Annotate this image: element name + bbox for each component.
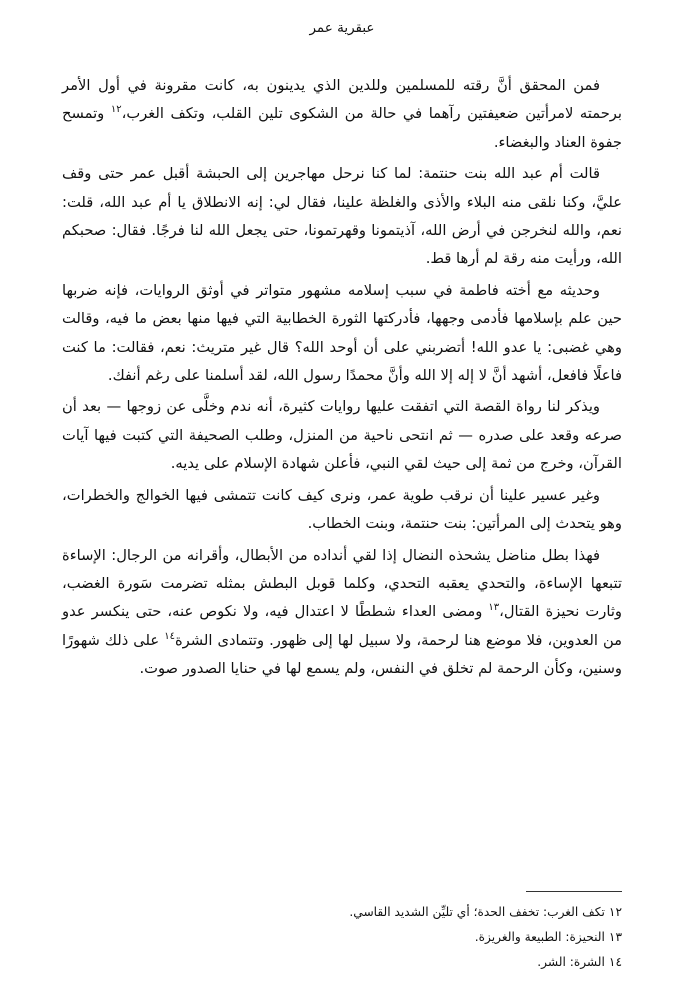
footnote: [62, 900, 622, 925]
footnote-number: ١٢: [608, 905, 622, 919]
footnote-reference[interactable]: ١٤: [164, 630, 175, 642]
footnote-text: تكف الغرب: تخفف الحدة؛ أي تليِّن الشديد القاسي.: [349, 905, 605, 919]
paragraph: قالت أم عبد الله بنت حنتمة: لما كنا نرحل مهاجرين إلى الحبشة أقبل عمر حتى وقف عليَّ، وكنا نلقى منه البلاء والأذى والغلظة علينا، فقال لي: إنه الانطلاق يا أم عبد الله، قلت: نعم، والله لنخرجن في أرض الله، آذيتمونا وقهرتمونا، حتى يجعل الله لنا فرجًا. فقال: صحبكم الله، ورأيت منه رقة لم أرها قط.: [62, 165, 622, 268]
footnote-reference[interactable]: ١٣: [488, 602, 500, 614]
footnote-number: ١٣: [608, 930, 622, 944]
footnote: [62, 950, 622, 975]
paragraph: وغير عسير علينا أن نرقب طوية عمر، ونرى كيف كانت تتمشى فيها الخوالج والخطرات، وهو يتحدث إلى المرأتين: بنت حنتمة، وبنت الخطاب.: [62, 486, 622, 533]
paragraph: وحديثه مع أخته فاطمة في سبب إسلامه مشهور متواتر في أوثق الروايات، فإنه ضربها حين علم بإسلامها فأدمى وجهها، فأدركتها الثورة الخطابية التي فيها منها بعض ما فيه، وقالت وهي غضبى: يا عدو الله! أتضربني على أن أوحد الله؟ قال غير متريث: نعم، فقالت: ما كنت فاعلًا فافعل، أشهد أنَّ لا إله إلا الله وأنَّ محمدًا رسول الله، لقد أسلمنا على رغم أنفك.: [62, 281, 622, 385]
footnote-text: الشرة: الشر.: [537, 955, 605, 969]
running-header: عبقرية عمر: [309, 20, 375, 36]
footnote-reference[interactable]: ١٢: [110, 104, 122, 116]
footnote-text: النحيزة: الطبيعة والغريزة.: [474, 930, 605, 944]
paragraph: فمن المحقق أنَّ رقته للمسلمين وللدين الذي يدينون به، كانت مقرونة في أول الأمر برحمته لامرأتين ضعيفتين رآهما في حالة من الشكوى تلين القلب، وتكف الغرب،$^{١٢}$ وتمسح جفوة العناد والبغضاء.: [62, 77, 622, 151]
body-text: [62, 72, 622, 687]
footnote-number: ١٤: [608, 955, 622, 969]
footnote-divider: [526, 891, 622, 892]
paragraph: ويذكر لنا رواة القصة التي اتفقت عليها روايات كثيرة، أنه ندم وخلَّى عن زوجها — بعد أن صرعه وقعد على صدره — ثم انتحى ناحية من المنزل، وطلب الصحيفة التي كتبت فيها آيات القرآن، وخرج من ثمة إلى حيث لقي النبي، فأعلن شهادة الإسلام على يديه.: [62, 398, 622, 473]
footnote: [62, 925, 622, 950]
footnotes: [62, 900, 622, 975]
paragraph: فهذا بطل مناضل يشحذه النضال إذا لقي أنداده من الأبطال، وأقرانه من الرجال: الإساءة تتبعها الإساءة، والتحدي يعقبه التحدي، وكلما قوبل البطش بمثله تضرمت سَورة الغضب، وثارت نحيزة القتال،$^{١٣}$ ومضى العداء شططًا لا اعتدال فيه، ولا نكوص عنه، حتى ينكسر عدو من العدوين، فلا موضع هنا لرحمة، ولا سبيل لها إلى ظهور. وتتمادى الشرة$^{١٤}$ على ذلك شهورًا وسنين، وكأن الرحمة لم تخلق في النفس، ولم يسمع لها في حنايا الصدور صوت.: [62, 546, 623, 678]
